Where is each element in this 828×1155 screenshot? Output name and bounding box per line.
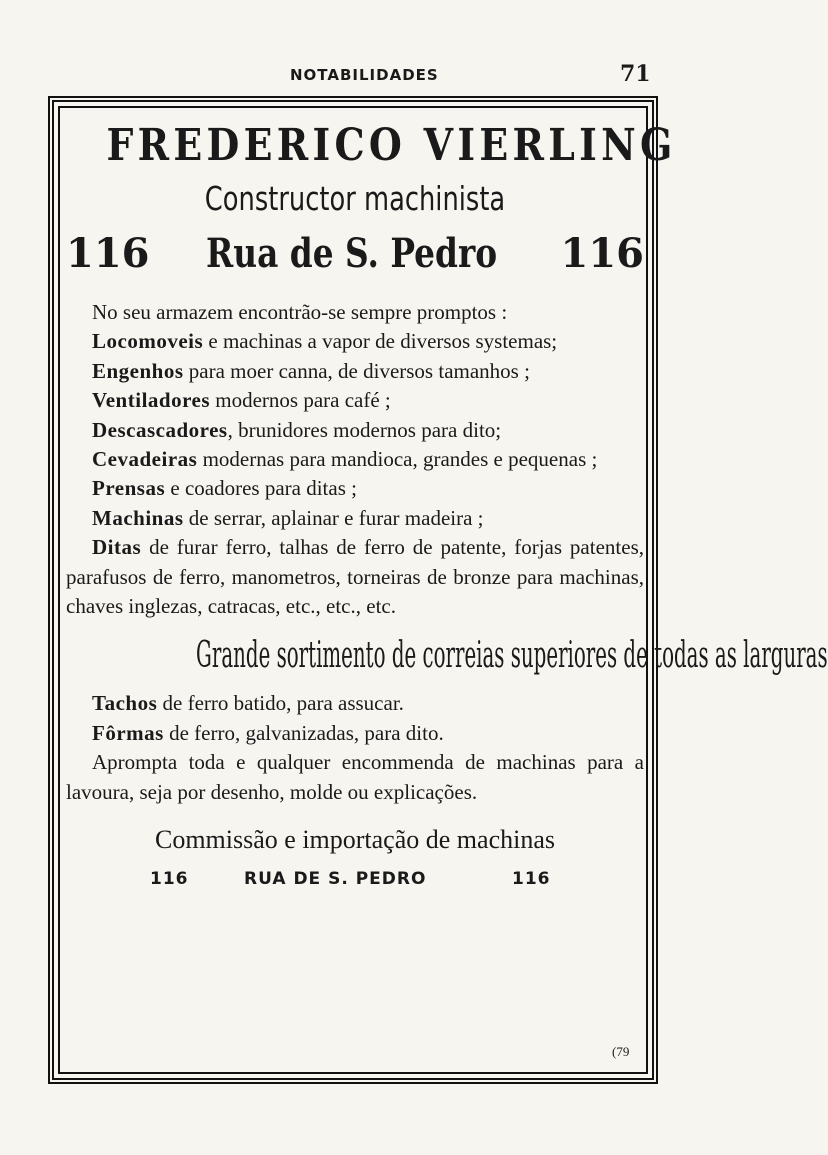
item-text: , brunidores modernos para dito; [227, 417, 502, 442]
advertiser-name: FREDERICO VIERLING [106, 120, 677, 171]
item-keyword: Tachos [92, 691, 158, 716]
running-head [0, 61, 736, 90]
item-text: de furar ferro, talhas de ferro de patente, forjas patentes, parafusos de ferro, manometros, torneiras de bronze para machinas, chaves inglezas, catracas, etc., etc., etc. [66, 535, 644, 619]
item-keyword: Machinas [92, 505, 184, 530]
address-row [66, 226, 644, 286]
list-item [66, 327, 644, 356]
advert-reference: (79 [612, 1044, 630, 1059]
belts-banner: Grande sortimento de correias superiores de todas as larguras [196, 635, 828, 677]
advertiser-trade: Constructor machinista [204, 179, 506, 218]
item-keyword: Prensas [92, 476, 166, 501]
advert-content [66, 112, 828, 899]
list-item [66, 386, 644, 415]
intro-text: No seu armazem encontrão-se sempre promptos : [92, 300, 508, 324]
item-keyword: Ventiladores [92, 388, 211, 413]
bottom-number-left: 116 [150, 869, 189, 890]
item-keyword: Cevadeiras [92, 447, 198, 472]
list-item [66, 416, 644, 445]
item-keyword: Descascadores [92, 417, 228, 442]
list-item [66, 533, 644, 621]
list-item [66, 357, 644, 386]
item-text: de ferro batido, para assucar. [157, 691, 404, 716]
item-text: de serrar, aplainar e furar madeira ; [183, 505, 484, 530]
running-head-title: NOTABILIDADES [290, 66, 439, 84]
list-item [66, 719, 644, 748]
list-item [66, 504, 644, 533]
product-list [66, 298, 644, 621]
item-text: modernas para mandioca, grandes e pequenas ; [197, 447, 598, 472]
address-street: Rua de S. Pedro [206, 230, 498, 277]
item-text: e machinas a vapor de diversos systemas; [203, 329, 558, 354]
page-number: 71 [620, 61, 651, 87]
item-text: modernos para café ; [210, 388, 391, 413]
item-keyword: Fôrmas [92, 720, 164, 745]
item-keyword: Ditas [92, 535, 142, 560]
list-item [66, 445, 644, 474]
item-text: e coadores para ditas ; [165, 476, 357, 501]
product-list-2 [66, 689, 644, 807]
bottom-street: RUA DE S. PEDRO [244, 869, 427, 890]
bottom-address-row [66, 865, 644, 899]
address-number-left: 116 [66, 230, 150, 277]
item-text: para moer canna, de diversos tamanhos ; [183, 358, 530, 383]
item-text: de ferro, galvanizadas, para dito. [163, 720, 444, 745]
commission-line: Commissão e importação de machinas [154, 825, 555, 855]
list-item [66, 689, 644, 718]
list-item [66, 474, 644, 503]
address-number-right: 116 [560, 230, 644, 277]
item-keyword: Engenhos [92, 358, 184, 383]
closing-text: Apromptа toda e qualquer encommenda de machinas para a lavoura, seja por desenho, molde ou explicações. [66, 750, 644, 804]
item-keyword: Locomoveis [92, 329, 204, 354]
bottom-number-right: 116 [512, 869, 551, 890]
